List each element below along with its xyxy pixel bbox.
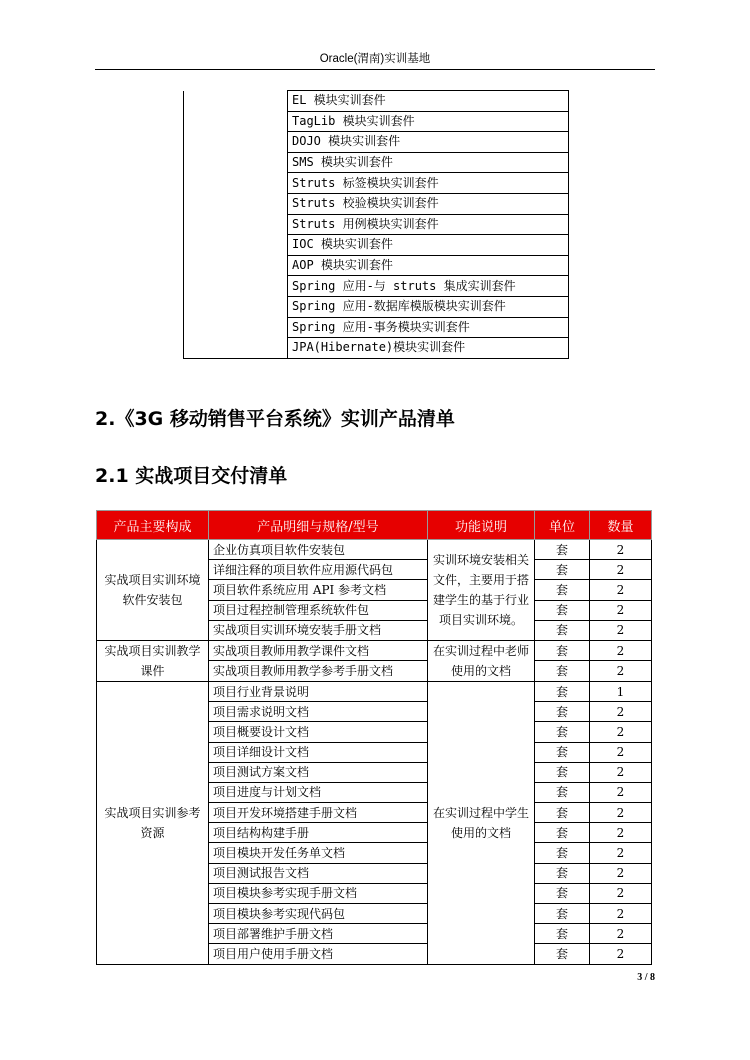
qty-cell: 2 [590, 540, 652, 560]
empty-cell [184, 255, 288, 276]
qty-cell: 2 [590, 782, 652, 802]
item-cell: 项目需求说明文档 [209, 702, 428, 722]
item-cell: 项目模块参考实现代码包 [209, 904, 428, 924]
qty-cell: 2 [590, 823, 652, 843]
empty-cell [184, 193, 288, 214]
empty-cell [184, 338, 288, 359]
component-cell: 实战项目实训教学课件 [97, 640, 209, 681]
item-cell: 实战项目教师用教学课件文档 [209, 640, 428, 661]
unit-cell: 套 [535, 661, 590, 682]
item-cell: 项目结构构建手册 [209, 823, 428, 843]
item-cell: 实战项目教师用教学参考手册文档 [209, 661, 428, 682]
unit-cell: 套 [535, 904, 590, 924]
qty-cell: 2 [590, 883, 652, 903]
kit-item: IOC 模块实训套件 [288, 235, 569, 256]
unit-cell: 套 [535, 560, 590, 580]
header-cell: 单位 [535, 511, 590, 540]
kit-item: EL 模块实训套件 [288, 91, 569, 112]
item-cell: 项目测试报告文档 [209, 863, 428, 883]
qty-cell: 2 [590, 924, 652, 944]
empty-cell [184, 152, 288, 173]
qty-cell: 2 [590, 863, 652, 883]
component-cell: 实战项目实训环境软件安装包 [97, 540, 209, 641]
unit-cell: 套 [535, 702, 590, 722]
table-row [184, 91, 569, 112]
item-cell: 项目软件系统应用 API 参考文档 [209, 580, 428, 600]
table-row [184, 255, 569, 276]
unit-cell: 套 [535, 843, 590, 863]
table-row [184, 214, 569, 235]
kit-item: SMS 模块实训套件 [288, 152, 569, 173]
unit-cell: 套 [535, 640, 590, 661]
kit-item: Struts 用例模块实训套件 [288, 214, 569, 235]
unit-cell: 套 [535, 782, 590, 802]
item-cell: 项目用户使用手册文档 [209, 944, 428, 964]
item-cell: 项目进度与计划文档 [209, 782, 428, 802]
table-row [97, 681, 652, 701]
item-cell: 企业仿真项目软件安装包 [209, 540, 428, 560]
unit-cell: 套 [535, 540, 590, 560]
unit-cell: 套 [535, 944, 590, 964]
unit-cell: 套 [535, 722, 590, 742]
empty-cell [184, 132, 288, 153]
header-cell: 产品明细与规格/型号 [209, 511, 428, 540]
kit-item: AOP 模块实训套件 [288, 255, 569, 276]
kit-item: TagLib 模块实训套件 [288, 111, 569, 132]
unit-cell: 套 [535, 863, 590, 883]
qty-cell: 2 [590, 620, 652, 640]
qty-cell: 2 [590, 580, 652, 600]
empty-cell [184, 235, 288, 256]
delivery-list-table [96, 510, 652, 965]
page-number: 3 / 8 [637, 972, 655, 983]
unit-cell: 套 [535, 823, 590, 843]
kit-item: Struts 标签模块实训套件 [288, 173, 569, 194]
item-cell: 详细注释的项目软件应用源代码包 [209, 560, 428, 580]
header-cell: 功能说明 [428, 511, 535, 540]
empty-cell [184, 317, 288, 338]
unit-cell: 套 [535, 803, 590, 823]
function-cell: 在实训过程中老师使用的文档 [428, 640, 535, 681]
kit-item: DOJO 模块实训套件 [288, 132, 569, 153]
unit-cell: 套 [535, 580, 590, 600]
qty-cell: 2 [590, 742, 652, 762]
empty-cell [184, 111, 288, 132]
component-cell: 实战项目实训参考资源 [97, 681, 209, 964]
item-cell: 项目行业背景说明 [209, 681, 428, 701]
empty-cell [184, 173, 288, 194]
section-heading-2: 2.《3G 移动销售平台系统》实训产品清单 [95, 408, 455, 430]
unit-cell: 套 [535, 742, 590, 762]
header-cell: 数量 [590, 511, 652, 540]
table-row [97, 640, 652, 661]
table-row [184, 235, 569, 256]
qty-cell: 2 [590, 904, 652, 924]
qty-cell: 2 [590, 702, 652, 722]
unit-cell: 套 [535, 620, 590, 640]
item-cell: 项目详细设计文档 [209, 742, 428, 762]
table-row [184, 338, 569, 359]
qty-cell: 2 [590, 640, 652, 661]
table-row [184, 111, 569, 132]
qty-cell: 2 [590, 600, 652, 620]
qty-cell: 2 [590, 762, 652, 782]
item-cell: 项目开发环境搭建手册文档 [209, 803, 428, 823]
page-header: Oracle(渭南)实训基地 [319, 53, 431, 65]
unit-cell: 套 [535, 762, 590, 782]
table-row [184, 193, 569, 214]
table-row [184, 317, 569, 338]
unit-cell: 套 [535, 600, 590, 620]
table-row [184, 132, 569, 153]
item-cell: 项目概要设计文档 [209, 722, 428, 742]
item-cell: 项目过程控制管理系统软件包 [209, 600, 428, 620]
unit-cell: 套 [535, 883, 590, 903]
item-cell: 项目模块开发任务单文档 [209, 843, 428, 863]
empty-cell [184, 214, 288, 235]
continued-kit-table [183, 90, 569, 359]
qty-cell: 2 [590, 661, 652, 682]
function-cell: 实训环境安装相关文件，主要用于搭建学生的基于行业项目实训环境。 [428, 540, 535, 641]
qty-cell: 2 [590, 803, 652, 823]
item-cell: 项目部署维护手册文档 [209, 924, 428, 944]
qty-cell: 2 [590, 722, 652, 742]
table-row [184, 296, 569, 317]
qty-cell: 2 [590, 843, 652, 863]
kit-item: Spring 应用-与 struts 集成实训套件 [288, 276, 569, 297]
unit-cell: 套 [535, 924, 590, 944]
table-header-row [97, 511, 652, 540]
kit-item: JPA(Hibernate)模块实训套件 [288, 338, 569, 359]
qty-cell: 2 [590, 560, 652, 580]
kit-item: Spring 应用-事务模块实训套件 [288, 317, 569, 338]
qty-cell: 2 [590, 944, 652, 964]
empty-cell [184, 91, 288, 112]
empty-cell [184, 296, 288, 317]
header-cell: 产品主要构成 [97, 511, 209, 540]
table-row [184, 173, 569, 194]
kit-item: Spring 应用-数据库模版模块实训套件 [288, 296, 569, 317]
kit-item: Struts 校验模块实训套件 [288, 193, 569, 214]
item-cell: 项目测试方案文档 [209, 762, 428, 782]
qty-cell: 1 [590, 681, 652, 701]
table-row [184, 276, 569, 297]
empty-cell [184, 276, 288, 297]
item-cell: 实战项目实训环境安装手册文档 [209, 620, 428, 640]
header-rule [95, 69, 655, 70]
section-heading-2-1: 2.1 实战项目交付清单 [95, 465, 288, 487]
function-cell: 在实训过程中学生使用的文档 [428, 681, 535, 964]
item-cell: 项目模块参考实现手册文档 [209, 883, 428, 903]
table-row [97, 540, 652, 560]
unit-cell: 套 [535, 681, 590, 701]
table-row [184, 152, 569, 173]
